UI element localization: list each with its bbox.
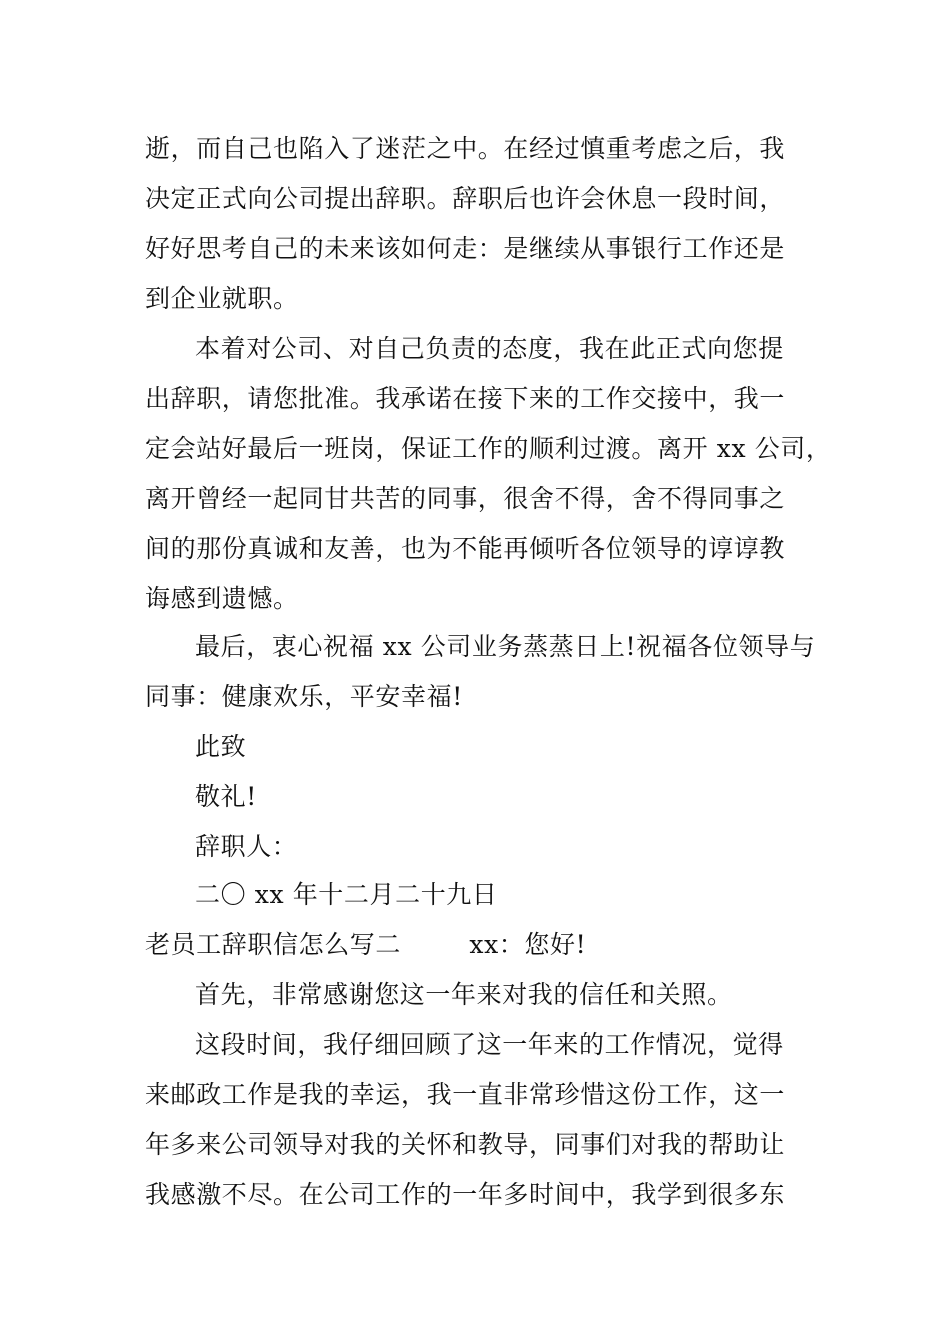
signature-line: 辞职人： — [195, 832, 298, 861]
text-line: 年多来公司领导对我的关怀和教导，同事们对我的帮助让 — [145, 1130, 786, 1159]
text-line: 到企业就职。 — [145, 284, 299, 313]
closing-line: 此致 — [195, 732, 247, 761]
text-line: 我感激不尽。在公司工作的一年多时间中，我学到很多东 — [145, 1180, 786, 1209]
paragraph-first-line: 这段时间，我仔细回顾了这一年来的工作情况，觉得 — [195, 1030, 784, 1059]
text-line: 间的那份真诚和友善，也为不能再倾听各位领导的谆谆教 — [145, 534, 786, 563]
text-line: 离开曾经一起同甘共苦的同事，很舍不得，舍不得同事之 — [145, 484, 786, 513]
paragraph-first-line: 本着对公司、对自己负责的态度，我在此正式向您提 — [195, 334, 784, 363]
text-line: 同事：健康欢乐，平安幸福! — [145, 682, 463, 711]
text-line: 逝，而自己也陷入了迷茫之中。在经过慎重考虑之后，我 — [145, 134, 786, 163]
salutation-line: 敬礼! — [195, 782, 257, 811]
text-line: 决定正式向公司提出辞职。辞职后也许会休息一段时间， — [145, 184, 786, 213]
text-line: 好好思考自己的未来该如何走：是继续从事银行工作还是 — [145, 234, 786, 263]
text-line: 出辞职，请您批准。我承诺在接下来的工作交接中，我一 — [145, 384, 786, 413]
date-line: 二〇 xx 年十二月二十九日 — [195, 880, 498, 909]
paragraph-first-line: 首先，非常感谢您这一年来对我的信任和关照。 — [195, 980, 733, 1009]
paragraph-first-line: 最后，衷心祝福 xx 公司业务蒸蒸日上!祝福各位领导与 — [195, 632, 816, 661]
text-line: 诲感到遗憾。 — [145, 584, 299, 613]
text-line: 来邮政工作是我的幸运，我一直非常珍惜这份工作，这一 — [145, 1080, 786, 1109]
text-line: 定会站好最后一班岗，保证工作的顺利过渡。离开 xx 公司， — [145, 434, 832, 463]
section-heading: 老员工辞职信怎么写二 xx：您好! — [145, 930, 587, 959]
